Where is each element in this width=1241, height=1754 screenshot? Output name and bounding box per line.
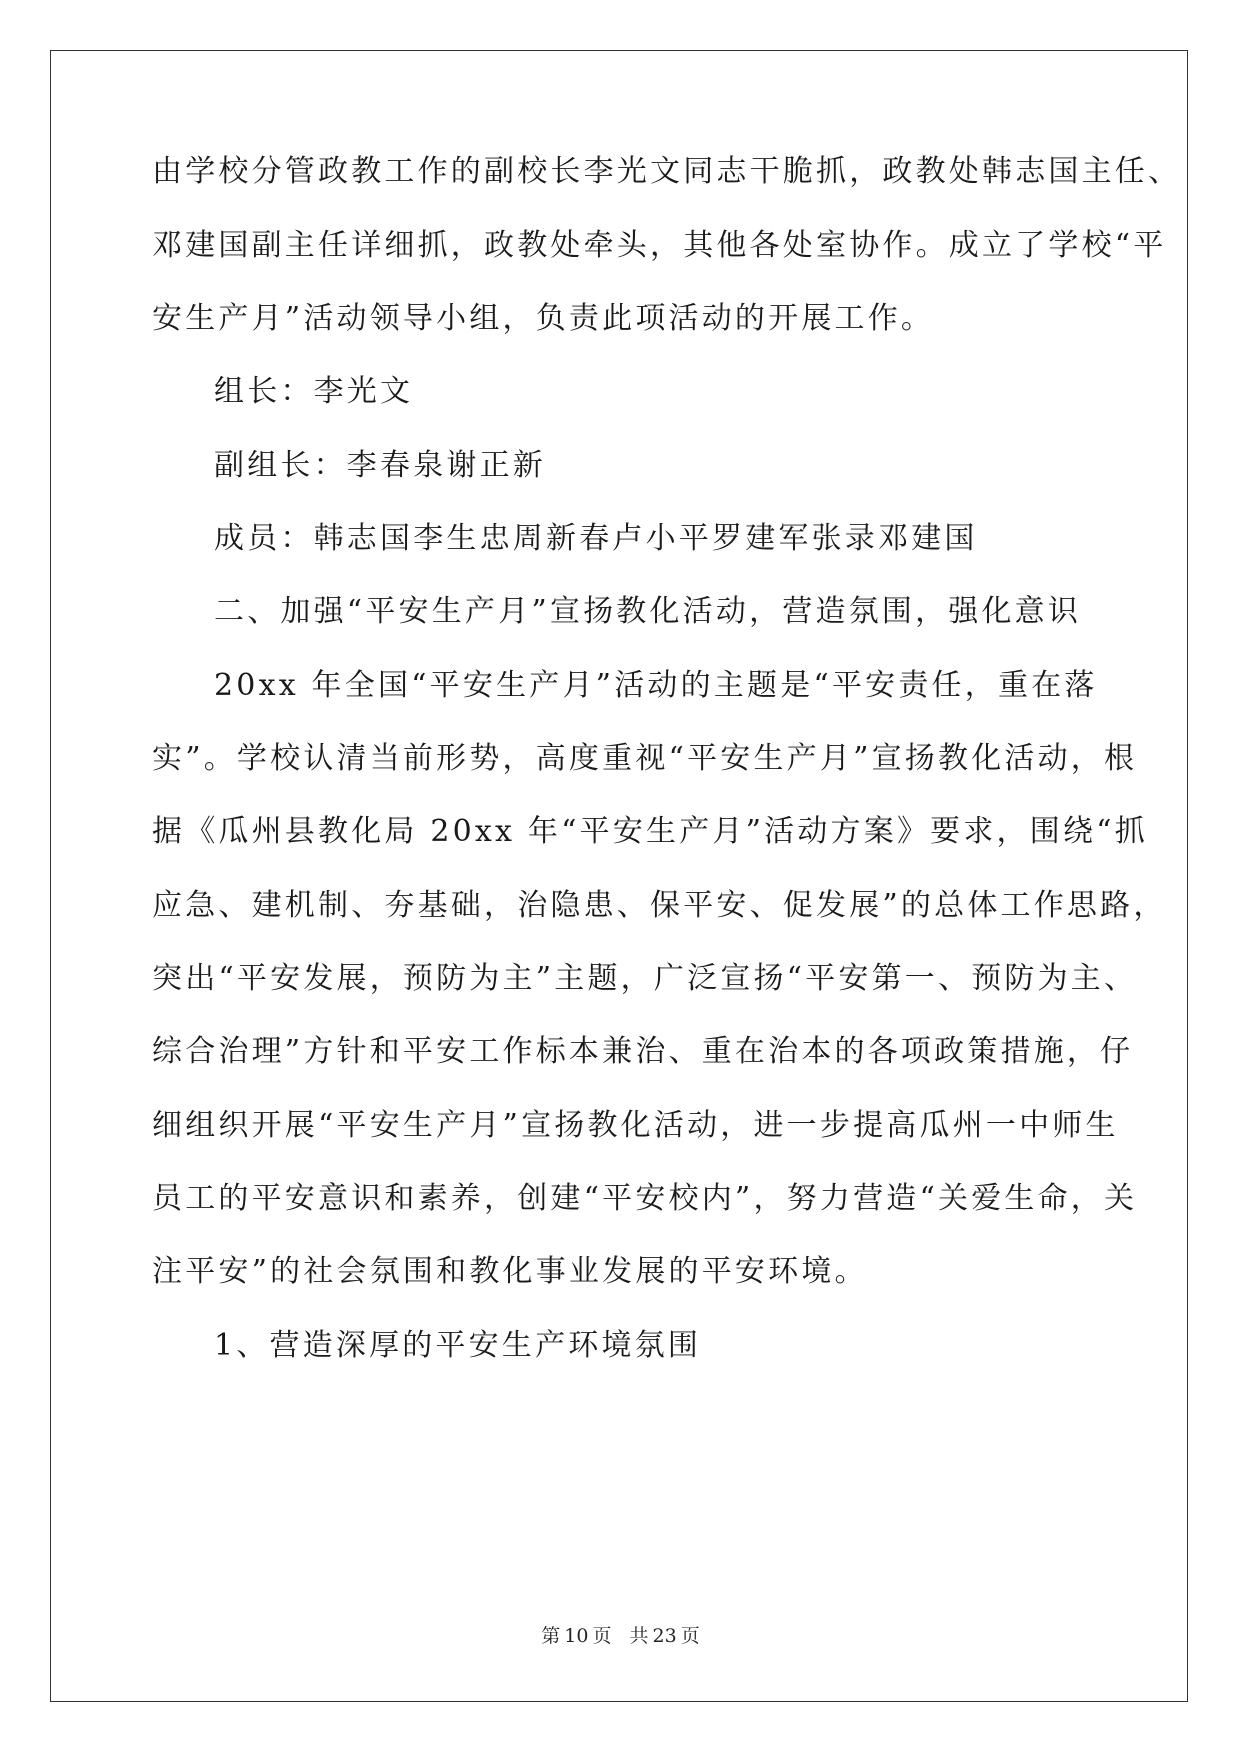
paragraph-line: 邓建国副主任详细抓，政教处牵头，其他各处室协作。成立了学校“平 — [152, 228, 1167, 263]
page-current: 10 — [564, 1625, 589, 1647]
paragraph-line: 综合治理”方针和平安工作标本兼治、重在治本的各项政策措施，仔 — [152, 1034, 1134, 1069]
paragraph-line: 细组织开展“平安生产月”宣扬教化活动，进一步提高瓜州一中师生 — [152, 1108, 1119, 1143]
section-heading: 二、加强“平安生产月”宣扬教化活动，营造氛围，强化意识 — [214, 594, 1082, 629]
paragraph-line: 由学校分管政教工作的副校长李光文同志干脆抓，政教处韩志国主任、 — [152, 154, 1182, 189]
paragraph-line: 安生产月”活动领导小组，负责此项活动的开展工作。 — [152, 301, 935, 336]
total-prefix: 共 — [629, 1625, 649, 1647]
page-border — [50, 50, 1188, 1702]
paragraph-line: 20xx 年全国“平安生产月”活动的主题是“平安责任，重在落 — [214, 668, 1098, 703]
paragraph-line: 应急、建机制、夯基础，治隐患、保平安、促发展”的总体工作思路， — [152, 888, 1167, 923]
paragraph-line: 据《瓜州县教化局 20xx 年“平安生产月”活动方案》要求，围绕“抓 — [152, 814, 1148, 849]
group-leader-line: 组长：李光文 — [214, 374, 414, 409]
paragraph-line: 实”。学校认清当前形势，高度重视“平安生产月”宣扬教化活动，根 — [152, 741, 1138, 776]
paragraph-line: 员工的平安意识和素养，创建“平安校内”，努力营造“关爱生命，关 — [152, 1181, 1138, 1216]
page-mid: 页 — [592, 1625, 612, 1647]
page-prefix: 第 — [541, 1625, 561, 1647]
page-footer — [0, 1624, 1241, 1648]
subsection-heading: 1、营造深厚的平安生产环境氛围 — [214, 1328, 702, 1363]
members-line: 成员：韩志国李生忠周新春卢小平罗建军张录邓建国 — [214, 521, 978, 556]
deputy-leader-line: 副组长：李春泉谢正新 — [214, 448, 546, 483]
total-suffix: 页 — [680, 1625, 700, 1647]
page-total: 23 — [652, 1625, 677, 1647]
paragraph-line: 突出“平安发展，预防为主”主题，广泛宣扬“平安第一、预防为主、 — [152, 961, 1138, 996]
paragraph-line: 注平安”的社会氛围和教化事业发展的平安环境。 — [152, 1254, 868, 1289]
